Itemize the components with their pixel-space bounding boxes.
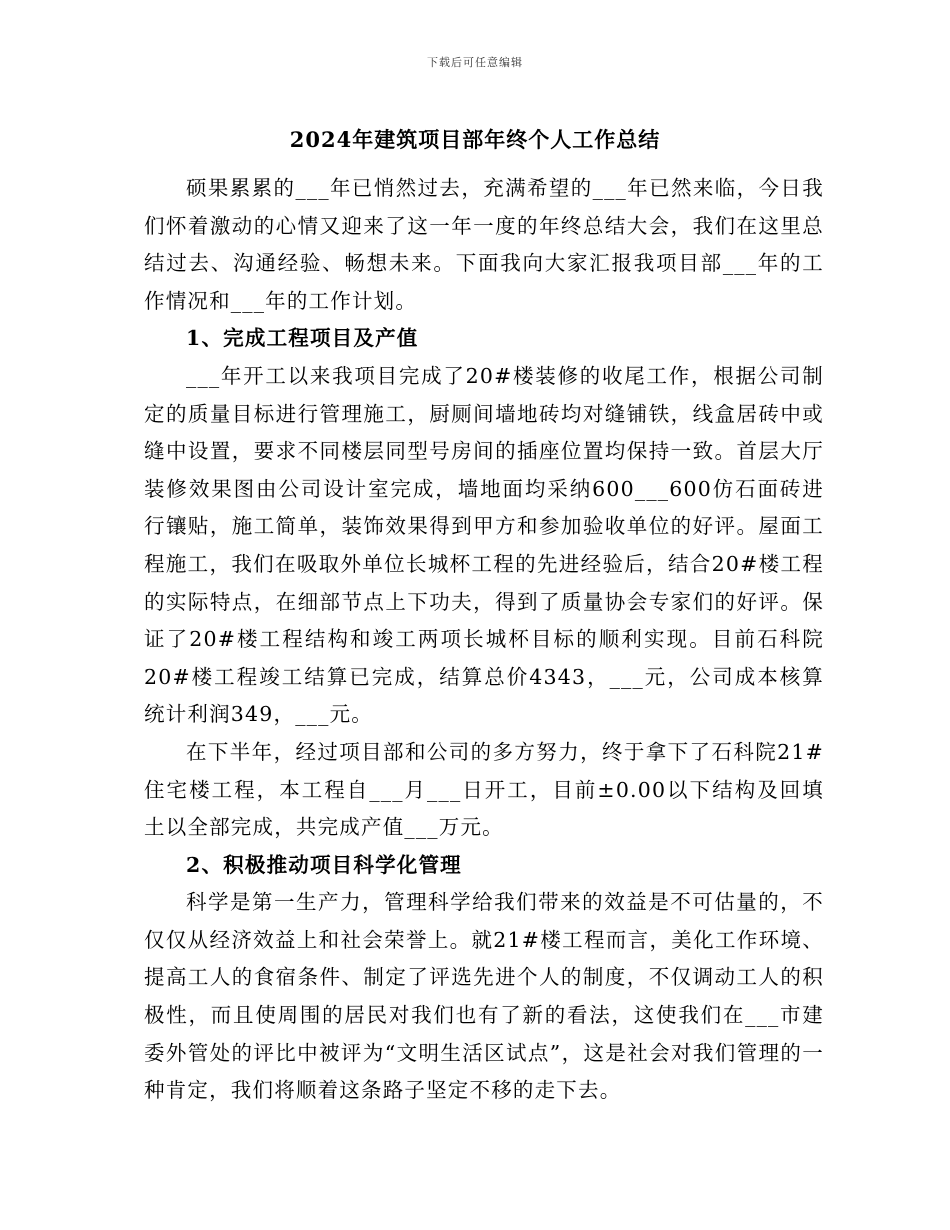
section-heading-2: 2、积极推动项目科学化管理 xyxy=(186,852,462,877)
header-note: 下载后可任意编辑 xyxy=(427,56,523,69)
paragraph-project-completion: ___年开工以来我项目完成了20#楼装修的收尾工作，根据公司制定的质量目标进行管理施工，厨厕间墙地砖均对缝铺铁，线盒居砖中或缝中设置，要求不同楼层同型号房间的插座位置均保持一致。首层大厅装修效果图由公司设计室完成，墙地面均采纳600___600仿石面砖进行镶贴，施工简单，装饰效果得到甲方和参加验收单位的好评。屋面工程施工，我们在吸取外单位长城杯工程的先进经验后，结合20#楼工程的实际特点，在细部节点上下功夫，得到了质量协会专家们的好评。保证了20#楼工程结构和竣工两项长城杯目标的顺利实现。目前石科院20#楼工程竣工结算已完成，结算总价4343，___元，公司成本核算统计利润349，___元。 xyxy=(144,363,824,727)
section-heading-1: 1、完成工程项目及产值 xyxy=(186,326,419,351)
paragraph-management: 科学是第一生产力，管理科学给我们带来的效益是不可估量的，不仅仅从经济效益上和社会荣誉上。就21#楼工程而言，美化工作环境、提高工人的食宿条件、制定了评选先进个人的制度，不仅调动工人的积极性，而且使周围的居民对我们也有了新的看法，这使我们在___市建委外管处的评比中被评为“文明生活区试点”，这是社会对我们管理的一种肯定，我们将顺着这条路子坚定不移的走下去。 xyxy=(144,890,824,1103)
paragraph-second-half: 在下半年，经过项目部和公司的多方努力，终于拿下了石科院21#住宅楼工程，本工程自___月___日开工，目前±0.00以下结构及回填土以全部完成，共完成产值___万元。 xyxy=(144,739,824,840)
document-body xyxy=(144,170,824,1110)
paragraph-intro: 硕果累累的___年已悄然过去，充满希望的___年已然来临，今日我们怀着激动的心情又迎来了这一年一度的年终总结大会，我们在这里总结过去、沟通经验、畅想未来。下面我向大家汇报我项目部___年的工作情况和___年的工作计划。 xyxy=(144,176,824,313)
document-title: 2024年建筑项目部年终个人工作总结 xyxy=(289,127,661,152)
